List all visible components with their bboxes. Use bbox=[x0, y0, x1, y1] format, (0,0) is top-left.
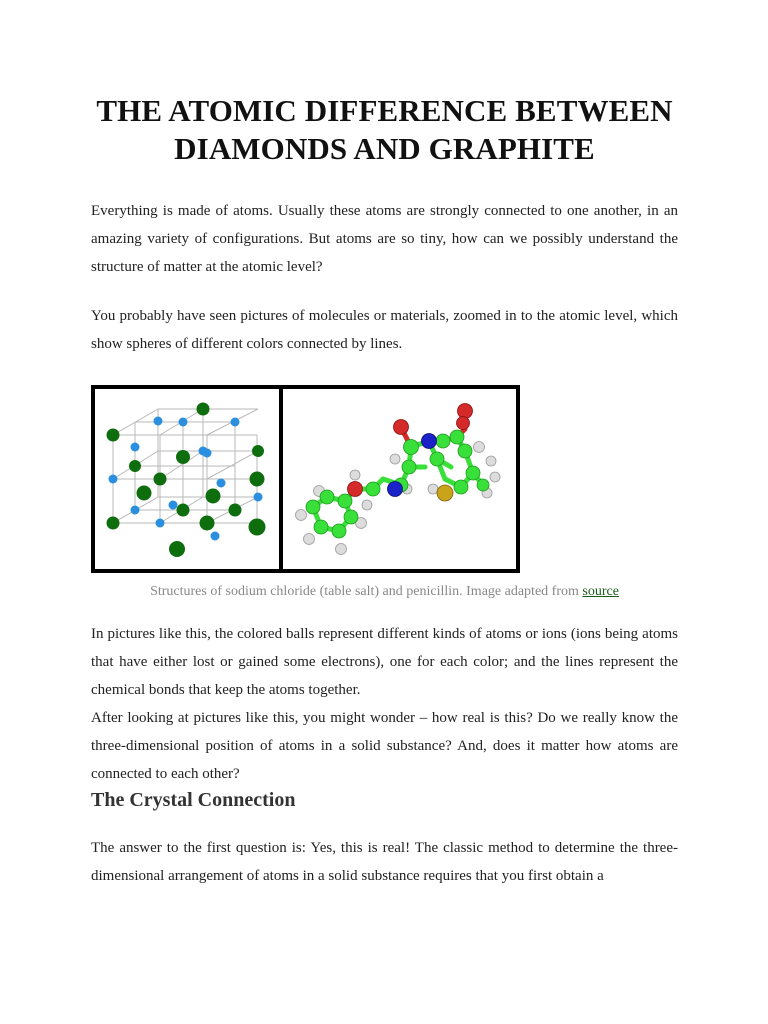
caption-source-link[interactable]: source bbox=[582, 584, 619, 599]
paragraph-intro: Everything is made of atoms. Usually these atoms are strongly connected to one another, in an amazing variety of configurations. But atoms are so tiny, how can we possibly understand the structure of matter at the atomic level? bbox=[91, 203, 678, 275]
nacl-lattice-image bbox=[95, 389, 275, 569]
figure-caption bbox=[91, 584, 678, 600]
paragraph-how-real: After looking at pictures like this, you might wonder – how real is this? Do we really know the three-dimensional position of atoms in a solid substance? And, does it matter how atoms are connected to each other? bbox=[91, 710, 678, 782]
paragraph-pictures: You probably have seen pictures of molecules or materials, zoomed in to the atomic level, which show spheres of different colors connected by lines. bbox=[91, 308, 678, 352]
section-heading: The Crystal Connection bbox=[91, 789, 296, 811]
paragraph-answer: The answer to the first question is: Yes, this is real! The classic method to determine the three-dimensional arrangement of atoms in a solid substance requires that you first obtain a bbox=[91, 840, 678, 884]
paragraph-colored-balls: In pictures like this, the colored balls represent different kinds of atoms or ions (ions being atoms that have either lost or gained some electrons), one for each color; and the lines represent the chemical bonds that keep the atoms together. bbox=[91, 626, 678, 698]
molecule-figure bbox=[91, 385, 520, 573]
penicillin-molecule-image bbox=[283, 389, 516, 569]
caption-text: Structures of sodium chloride (table salt) and penicillin. Image adapted from bbox=[150, 584, 583, 599]
page-title: THE ATOMIC DIFFERENCE BETWEEN DIAMONDS AND GRAPHITE bbox=[96, 93, 673, 166]
